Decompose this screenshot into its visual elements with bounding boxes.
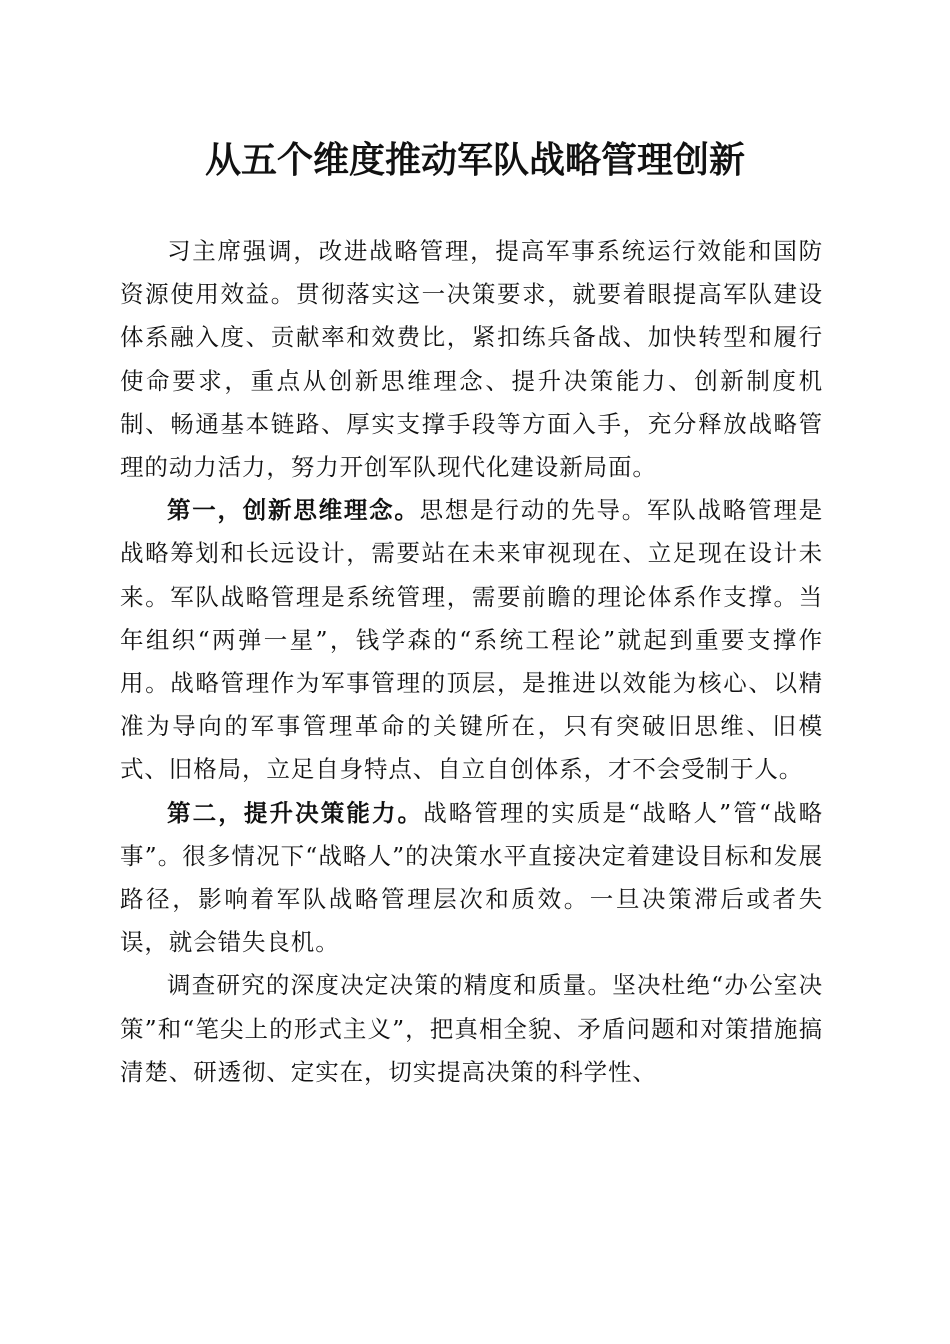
paragraph-second-point bbox=[120, 792, 823, 965]
paragraph-heading: 第一，创新思维理念。 bbox=[167, 496, 420, 525]
paragraph-research bbox=[120, 964, 823, 1094]
paragraph-text: 习主席强调，改进战略管理，提高军事系统运行效能和国防资源使用效益。贯彻落实这一决策要求，就要着眼提高军队建设体系融入度、贡献率和效费比，紧扣练兵备战、加快转型和履行使命要求，重点从创新思维理念、提升决策能力、创新制度机制、畅通基本链路、厚实支撑手段等方面入手，充分释放战略管理的动力活力，努力开创军队现代化建设新局面。 bbox=[120, 237, 823, 482]
document-body bbox=[120, 230, 823, 1094]
paragraph-text: 调查研究的深度决定决策的精度和质量。坚决杜绝“办公室决策”和“笔尖上的形式主义”，把真相全貌、矛盾问题和对策措施搞清楚、研透彻、定实在，切实提高决策的科学性、 bbox=[120, 971, 823, 1086]
paragraph-text: 思想是行动的先导。军队战略管理是战略筹划和长远设计，需要站在未来审视现在、立足现在设计未来。军队战略管理是系统管理，需要前瞻的理论体系作支撑。当年组织“两弹一星”，钱学森的“系统工程论”就起到重要支撑作用。战略管理作为军事管理的顶层，是推进以效能为核心、以精准为导向的军事管理革命的关键所在，只有突破旧思维、旧模式、旧格局，立足自身特点、自立自创体系，才不会受制于人。 bbox=[120, 496, 823, 784]
paragraph-intro bbox=[120, 230, 823, 489]
paragraph-heading: 第二，提升决策能力。 bbox=[167, 798, 424, 827]
document-title: 从五个维度推动军队战略管理创新 bbox=[204, 139, 745, 181]
paragraph-text: 战略管理的实质是“战略人”管“战略事”。很多情况下“战略人”的决策水平直接决定着建设目标和发展路径，影响着军队战略管理层次和质效。一旦决策滞后或者失误，就会错失良机。 bbox=[120, 798, 824, 957]
paragraph-first-point bbox=[120, 489, 823, 791]
